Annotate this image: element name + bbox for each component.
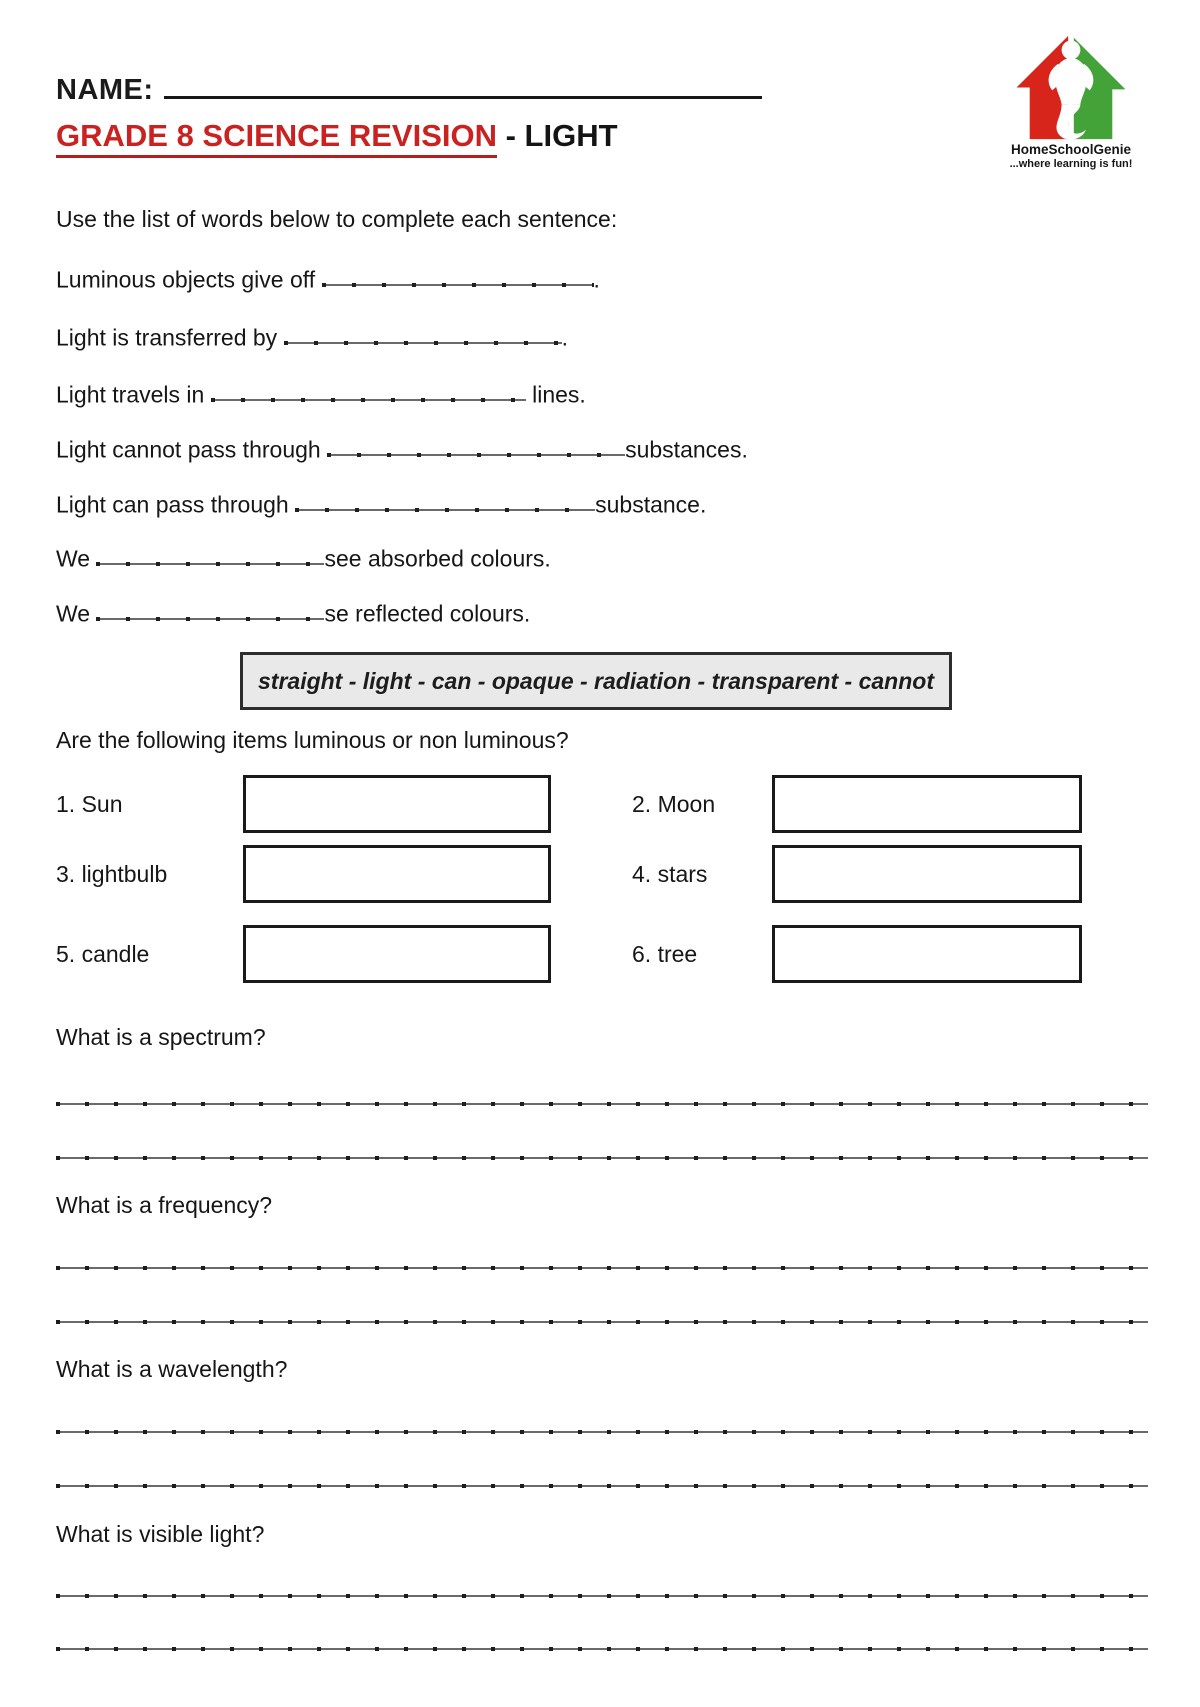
fill-blank[interactable] <box>295 489 595 512</box>
genie-house-icon <box>1007 34 1135 141</box>
fill-blank[interactable] <box>96 598 324 621</box>
word-bank-box <box>240 652 952 710</box>
item-label-sun: 1. Sun <box>56 791 123 817</box>
question-visible-light: What is visible light? <box>56 1521 265 1547</box>
sentence-before: Luminous objects give off <box>56 266 316 293</box>
item-label-moon: 2. Moon <box>632 791 716 817</box>
sentence-after: see absorbed colours. <box>324 545 551 572</box>
luminous-instruction: Are the following items luminous or non luminous? <box>56 727 569 753</box>
page-title <box>56 118 618 154</box>
sentence-after: lines. <box>525 381 586 408</box>
fill-sentence <box>56 543 551 572</box>
title-main: GRADE 8 SCIENCE REVISION <box>56 118 497 158</box>
sentence-before: Light cannot pass through <box>56 436 321 463</box>
sentence-after: substance. <box>595 491 707 518</box>
sentence-before: Light is transferred by <box>56 324 278 351</box>
answer-box-sun[interactable] <box>243 775 551 833</box>
answer-box-tree[interactable] <box>772 925 1082 983</box>
homeschoolgenie-logo <box>985 34 1157 170</box>
sentence-before: Light can pass through <box>56 491 289 518</box>
question-spectrum: What is a spectrum? <box>56 1024 266 1050</box>
logo-tagline-text: ...where learning is fun! <box>1009 157 1133 170</box>
sentence-after: se reflected colours. <box>324 600 531 627</box>
answer-box-moon[interactable] <box>772 775 1082 833</box>
name-label: NAME: <box>56 74 154 106</box>
answer-line-frequency-1[interactable] <box>56 1266 1148 1270</box>
fill-blank[interactable] <box>96 543 324 566</box>
fill-in-instruction: Use the list of words below to complete each sentence: <box>56 206 618 232</box>
title-topic: - LIGHT <box>496 118 618 153</box>
question-wavelength: What is a wavelength? <box>56 1356 288 1382</box>
item-label-lightbulb: 3. lightbulb <box>56 861 168 887</box>
sentence-after: . <box>561 324 568 351</box>
fill-sentence <box>56 264 600 293</box>
answer-line-wavelength-1[interactable] <box>56 1430 1148 1434</box>
answer-line-spectrum-1[interactable] <box>56 1102 1148 1106</box>
answer-line-wavelength-2[interactable] <box>56 1484 1148 1488</box>
fill-blank[interactable] <box>211 379 526 402</box>
fill-sentence <box>56 322 568 351</box>
fill-sentence <box>56 379 586 408</box>
sentence-before: Light travels in <box>56 381 205 408</box>
item-label-candle: 5. candle <box>56 941 150 967</box>
name-input-line[interactable] <box>164 70 762 99</box>
answer-line-frequency-2[interactable] <box>56 1320 1148 1324</box>
answer-line-visible-light-1[interactable] <box>56 1594 1148 1598</box>
sentence-after: . <box>593 266 600 293</box>
item-label-tree: 6. tree <box>632 941 698 967</box>
fill-sentence <box>56 434 748 463</box>
sentence-before: We <box>56 545 91 572</box>
name-row <box>56 70 762 107</box>
word-bank-words: straight - light - can - opaque - radiation - transparent - cannot <box>258 667 934 694</box>
fill-sentence <box>56 489 706 518</box>
answer-line-visible-light-2[interactable] <box>56 1647 1148 1651</box>
question-frequency: What is a frequency? <box>56 1192 273 1218</box>
fill-blank[interactable] <box>327 434 625 457</box>
fill-sentence <box>56 598 530 627</box>
answer-box-candle[interactable] <box>243 925 551 983</box>
fill-blank[interactable] <box>284 322 562 345</box>
fill-blank[interactable] <box>322 264 594 287</box>
logo-brand-text: HomeSchoolGenie <box>1010 142 1132 157</box>
answer-box-stars[interactable] <box>772 845 1082 903</box>
sentence-after: substances. <box>625 436 748 463</box>
answer-line-spectrum-2[interactable] <box>56 1156 1148 1160</box>
answer-box-lightbulb[interactable] <box>243 845 551 903</box>
item-label-stars: 4. stars <box>632 861 708 887</box>
sentence-before: We <box>56 600 91 627</box>
